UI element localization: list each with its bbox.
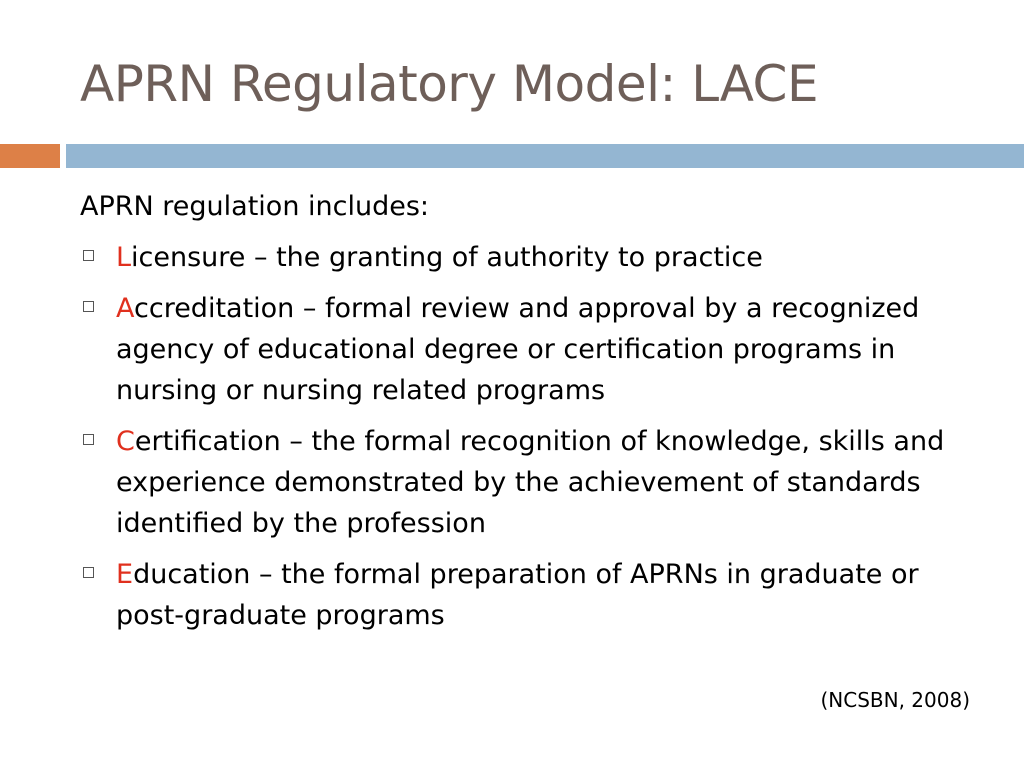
bullet-text: ccreditation – formal review and approval by a recognized agency of educational degree or certification programs in nursing or nursing related programs bbox=[116, 293, 920, 406]
hollow-square-bullet-icon bbox=[83, 434, 94, 445]
hollow-square-bullet-icon bbox=[83, 250, 94, 261]
bullet-text: icensure – the granting of authority to practice bbox=[131, 242, 763, 273]
slide-body bbox=[80, 186, 980, 646]
hollow-square-bullet-icon bbox=[83, 567, 94, 578]
citation: (NCSBN, 2008) bbox=[820, 688, 970, 712]
bullet-text: ducation – the formal preparation of APRNs in graduate or post-graduate programs bbox=[116, 559, 919, 631]
slide-title: APRN Regulatory Model: LACE bbox=[80, 55, 819, 113]
bullet-initial: L bbox=[116, 242, 132, 273]
bullet-accreditation bbox=[80, 288, 980, 411]
bullet-initial: A bbox=[116, 293, 134, 324]
hollow-square-bullet-icon bbox=[83, 301, 94, 312]
bullet-certification bbox=[80, 421, 980, 544]
bullet-initial: C bbox=[116, 426, 135, 457]
bullet-initial: E bbox=[116, 559, 134, 590]
accent-bar-orange bbox=[0, 144, 60, 168]
bullet-licensure bbox=[80, 237, 980, 278]
intro-text: APRN regulation includes: bbox=[80, 191, 429, 222]
bullet-text: ertification – the formal recognition of knowledge, skills and experience demonstrated by the achievement of standards identified by the profession bbox=[116, 426, 945, 539]
accent-bar-blue bbox=[66, 144, 1024, 168]
bullet-education bbox=[80, 554, 980, 636]
